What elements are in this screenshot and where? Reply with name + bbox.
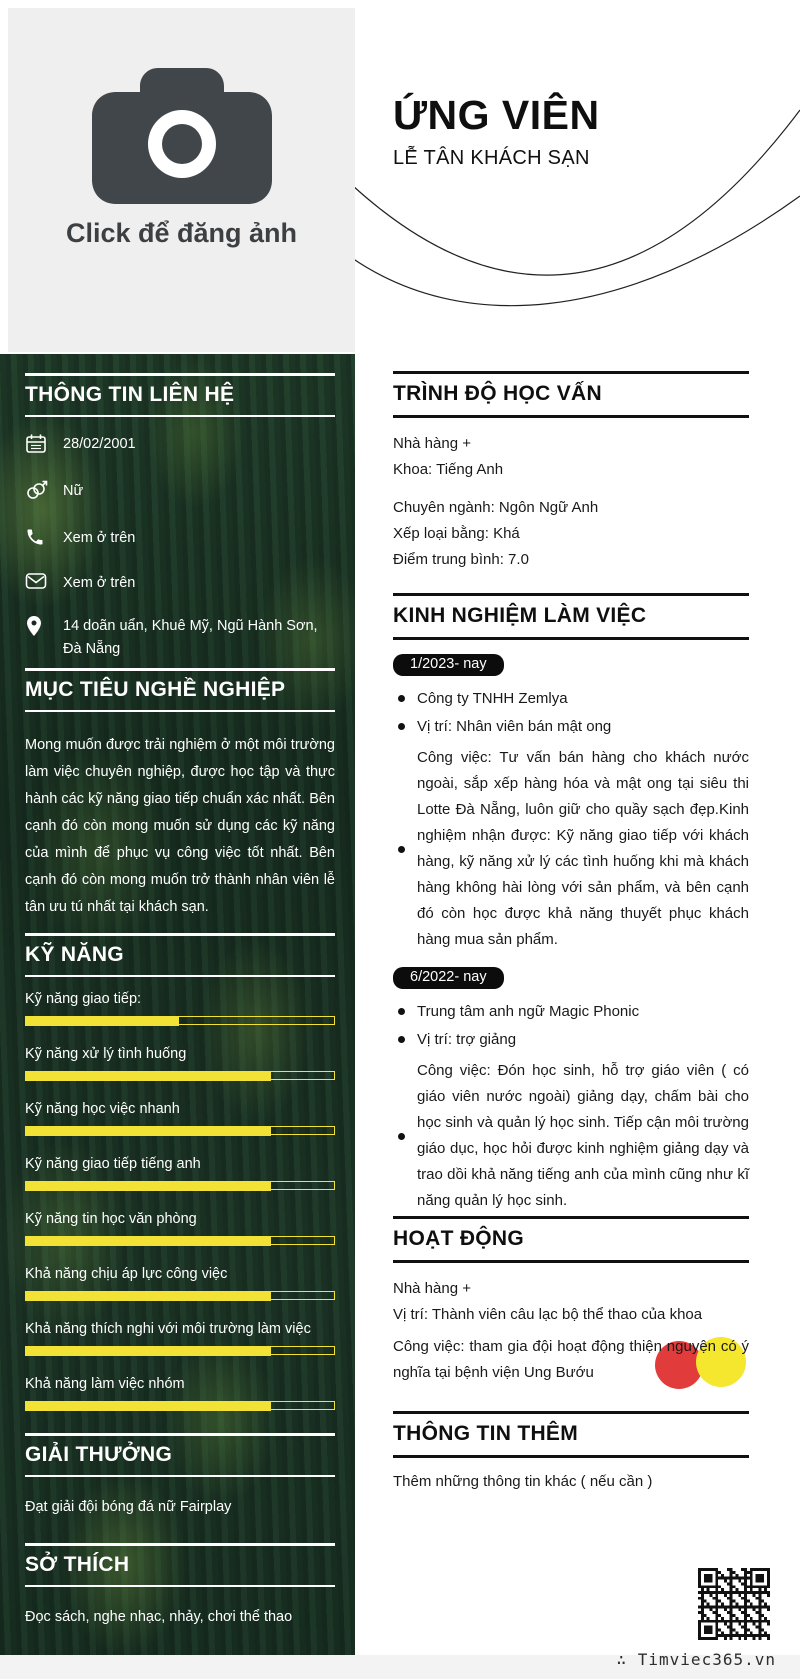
skill-label: Kỹ năng xử lý tình huống [25, 1046, 187, 1062]
hobbies-text: Đọc sách, nghe nhạc, nhảy, chơi thể thao [25, 1609, 293, 1625]
skills-heading: KỸ NĂNG [25, 942, 124, 966]
education-details [393, 495, 749, 572]
skill-label: Kỹ năng học việc nhanh [25, 1101, 180, 1117]
hobbies-heading: SỞ THÍCH [25, 1552, 130, 1576]
skill-label: Kỹ năng tin học văn phòng [25, 1211, 197, 1227]
activities-description: Công việc: tham gia đội hoạt động thiện nguyện có ý nghĩa tại bệnh viện Ung Bướu [393, 1338, 749, 1381]
skills-section [25, 933, 335, 1431]
contact-item-address [25, 615, 335, 661]
education-school [393, 431, 749, 482]
objective-heading: MỤC TIÊU NGHỀ NGHIỆP [25, 677, 286, 701]
activities-section [393, 1216, 749, 1386]
contact-gender: Nữ [63, 483, 84, 499]
job-company [393, 999, 749, 1024]
skill-item [25, 1321, 335, 1355]
skill-item [25, 1376, 335, 1410]
contact-heading: THÔNG TIN LIÊN HỆ [25, 382, 235, 406]
bullet-icon [398, 695, 405, 702]
objective-section [25, 668, 335, 936]
contact-birthday: 28/02/2001 [63, 436, 136, 452]
awards-section [25, 1433, 335, 1519]
skill-label: Kỹ năng giao tiếp: [25, 991, 142, 1007]
objective-text: Mong muốn được trải nghiệm ở một môi trường làm việc chuyên nghiệp, được học tập và thực hành các kỹ năng giao tiếp chuẩn xác nhất. Bên cạnh đó còn mong muốn sử dụng các kỹ năng của mình để phục vụ công việc tốt nhất. Bên cạnh đó còn mong muốn trở thành nhân viên lễ tân ưu tú nhất tại khách sạn. [25, 737, 335, 915]
job-description-row [393, 745, 749, 953]
skill-item [25, 1156, 335, 1190]
job-description: Công việc: Đón học sinh, hỗ trợ giáo viên ( có giáo viên nước ngoài) giảng dạy, chấm bài cho học sinh và quản lý học sinh. Tiếp cận môi trường giáo dục, học hỏi được kinh nghiệm giảng dạy và trao dồi khả năng tiếng anh của mình cũng như kĩ năng quản lý học sinh. [417, 1062, 749, 1209]
skill-bar [25, 1126, 335, 1135]
awards-heading: GIẢI THƯỞNG [25, 1442, 173, 1466]
job-period-badge: 6/2022- nay [393, 967, 504, 989]
activities-line: Nhà hàng + [393, 1280, 471, 1297]
education-line: Xếp loại bằng: Khá [393, 525, 520, 542]
bullet-icon [398, 1133, 405, 1140]
education-line: Điểm trung bình: 7.0 [393, 551, 529, 568]
bullet-icon [398, 723, 405, 730]
job-position [393, 1027, 749, 1052]
contact-address: 14 doãn uẩn, Khuê Mỹ, Ngũ Hành Sơn, Đà Nẵng [63, 618, 318, 657]
calendar-icon [25, 433, 49, 463]
brand-logo: ∴ Timviec365.vn [616, 1650, 776, 1669]
divider [393, 415, 749, 418]
email-icon [25, 572, 49, 598]
phone-icon [25, 527, 49, 555]
job-company-text: Trung tâm anh ngữ Magic Phonic [417, 1003, 640, 1020]
skill-label: Kỹ năng giao tiếp tiếng anh [25, 1156, 201, 1172]
job-company-text: Công ty TNHH Zemlya [417, 690, 568, 707]
additional-section [393, 1411, 749, 1490]
activities-lines [393, 1276, 749, 1328]
job-description-row [393, 1058, 749, 1214]
job-entry [393, 640, 749, 953]
contact-email: Xem ở trên [63, 575, 136, 591]
contact-phone: Xem ở trên [63, 530, 136, 546]
divider [393, 1455, 749, 1458]
additional-text: Thêm những thông tin khác ( nếu cần ) [393, 1473, 653, 1490]
awards-text: Đạt giải đội bóng đá nữ Fairplay [25, 1499, 232, 1515]
skill-bar [25, 1401, 335, 1410]
contact-section [25, 373, 335, 678]
divider [25, 1475, 335, 1478]
contact-item-email [25, 572, 335, 598]
job-description: Công việc: Tư vấn bán hàng cho khách nước ngoài, sắp xếp hàng hóa và mật ong tại siêu thi Lotte Đà Nẵng, luôn giữ cho quầy sạch đẹp.Kinh nghiệm nhận được: Kỹ năng giao tiếp với khách hàng, kỹ năng xử lý các tình huống khi mà khách hàng không hài lòng với sản phẩm, và bên cạnh đó còn học được khả năng thuyết phục khách hàng mua sản phẩm. [417, 749, 749, 948]
skill-bar [25, 1071, 335, 1080]
hobbies-section [25, 1543, 335, 1629]
skill-item [25, 1211, 335, 1245]
education-heading: TRÌNH ĐỘ HỌC VẤN [393, 382, 602, 405]
skill-label: Khả năng chịu áp lực công việc [25, 1266, 228, 1282]
contact-item-birthday [25, 433, 335, 463]
bullet-icon [398, 1036, 405, 1043]
skill-item [25, 1101, 335, 1135]
gender-icon [25, 480, 49, 510]
job-title: LỄ TÂN KHÁCH SẠN [393, 147, 590, 169]
activities-heading: HOẠT ĐỘNG [393, 1227, 525, 1250]
job-position-text: Vị trí: Nhân viên bán mật ong [417, 718, 612, 735]
skill-bar [25, 1181, 335, 1190]
qr-code [698, 1568, 770, 1640]
divider [25, 710, 335, 713]
education-line: Chuyên ngành: Ngôn Ngữ Anh [393, 499, 599, 516]
experience-heading: KINH NGHIỆM LÀM VIỆC [393, 604, 647, 627]
contact-item-phone [25, 527, 335, 555]
experience-section [393, 593, 749, 1214]
education-line: Khoa: Tiếng Anh [393, 461, 504, 478]
skill-item [25, 991, 335, 1025]
divider [25, 975, 335, 978]
education-section [393, 371, 749, 573]
job-position [393, 714, 749, 739]
skill-label: Khả năng thích nghi với môi trường làm việc [25, 1321, 311, 1337]
divider [393, 1260, 749, 1263]
job-company [393, 686, 749, 711]
skill-bar [25, 1236, 335, 1245]
additional-heading: THÔNG TIN THÊM [393, 1422, 579, 1445]
skill-label: Khả năng làm việc nhóm [25, 1376, 185, 1392]
header [393, 92, 773, 170]
skill-bar [25, 1016, 335, 1025]
activities-line: Vị trí: Thành viên câu lạc bộ thể thao của khoa [393, 1306, 703, 1323]
bullet-icon [398, 846, 405, 853]
photo-upload-area[interactable] [8, 8, 355, 352]
job-period-badge: 1/2023- nay [393, 654, 504, 676]
skill-item [25, 1266, 335, 1300]
skill-item [25, 1046, 335, 1080]
divider [25, 1585, 335, 1588]
job-entry [393, 953, 749, 1214]
education-line: Nhà hàng + [393, 435, 471, 452]
job-position-text: Vị trí: trợ giảng [417, 1031, 517, 1048]
skill-bar [25, 1346, 335, 1355]
camera-icon [82, 56, 282, 216]
skill-bar [25, 1291, 335, 1300]
location-icon [25, 615, 49, 645]
contact-item-gender [25, 480, 335, 510]
divider [25, 415, 335, 418]
bullet-icon [398, 1008, 405, 1015]
photo-upload-caption[interactable]: Click để đăng ảnh [65, 218, 298, 248]
sidebar [0, 354, 355, 1655]
contact-list [25, 433, 335, 661]
candidate-name: ỨNG VIÊN [393, 92, 600, 138]
